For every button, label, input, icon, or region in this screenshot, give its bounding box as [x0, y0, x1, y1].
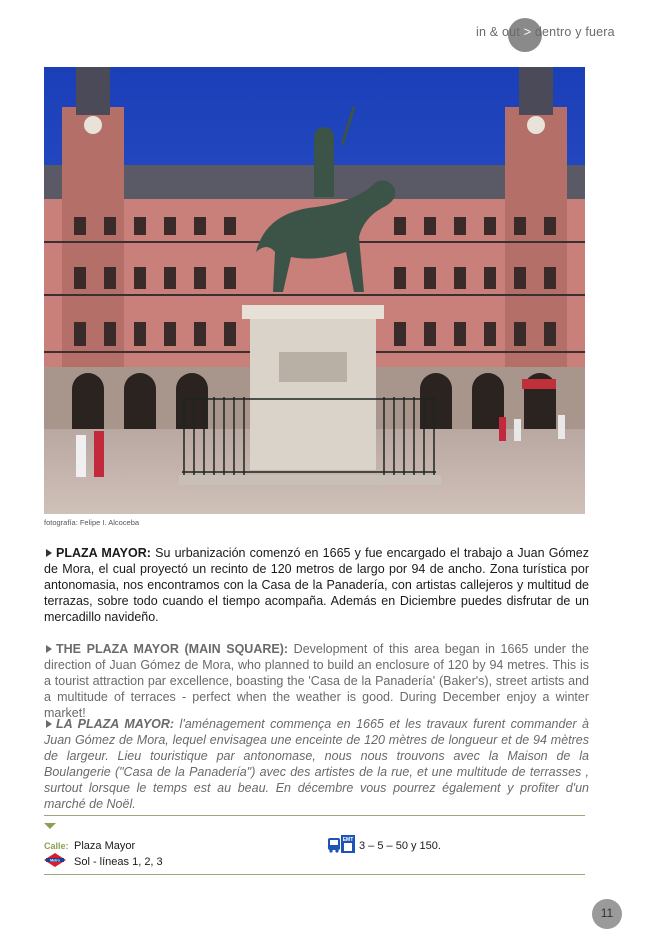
triangle-bullet-icon	[46, 549, 52, 557]
plaza-mayor-photo	[44, 67, 585, 514]
section-header	[476, 25, 615, 39]
info-divider-top	[44, 815, 585, 816]
street-label: Calle:	[44, 841, 69, 851]
street-value: Plaza Mayor	[74, 840, 136, 852]
paragraph-spanish-lead: PLAZA MAYOR:	[56, 546, 151, 560]
paragraph-english-body: Development of this area began in 1665 under the direction of Juan Gómez de Mora, who planned to build an enclosure of 120 by 94 metres. This is a tourist attraction par excellence, boasting the 'Casa de la Panadería' (Baker's), street artists and a multitude of terraces - perfect when the weather is good. During December enjoy a winter market!	[44, 642, 589, 720]
section-separator: >	[523, 25, 532, 39]
paragraph-english-lead: THE PLAZA MAYOR (MAIN SQUARE):	[56, 642, 289, 656]
triangle-bullet-icon	[46, 645, 52, 653]
triangle-down-icon	[44, 823, 56, 829]
paragraph-spanish-body: Su urbanización comenzó en 1665 y fue encargado el trabajo a Juan Gómez de Mora, el cual proyectó un recinto de 120 metros de largo por 94 de ancho. Zona turística por antonomasia, nos encontramos con la Casa de la Panadería, con artistas callejeros y multitud de terrazas, sobre todo cuando el tiempo acompaña. Además en Diciembre puedes disfrutar de un mercadillo navideño.	[44, 546, 589, 624]
section-en: in & out	[476, 25, 520, 39]
paragraph-english	[44, 641, 589, 721]
triangle-bullet-icon	[46, 720, 52, 728]
photo-credit: fotografía: Felipe I. Alcoceba	[44, 518, 140, 527]
emt-logo-icon	[341, 835, 355, 853]
emt-logo-text: EMT	[342, 837, 354, 843]
paragraph-spanish	[44, 545, 589, 625]
page-number: 11	[600, 906, 614, 920]
paragraph-french-lead: LA PLAZA MAYOR:	[56, 717, 175, 731]
paragraph-french	[44, 716, 589, 812]
metro-logo-icon	[44, 853, 66, 867]
info-divider-bottom	[44, 874, 585, 875]
bus-icon	[327, 837, 341, 853]
paragraph-french-body: l'aménagement commença en 1665 et les travaux furent commander à Juan Gómez de Mora, lequel envisagea une enceinte de 120 mètres de longueur et de 94 mètres de largeur. Lieu touristique par antonomase, nous nous trouvons avec la Maison de la Boulangerie ("Casa de la Panadería") avec des artistes de la rue, et une multitude de terrasses , surtout lorsque le temps est au beau. En décembre vous pourrez également y profiter d'un marché de Noël.	[44, 717, 589, 811]
metro-value: Sol - líneas 1, 2, 3	[74, 856, 163, 868]
metro-logo-text: Metro	[50, 858, 60, 863]
bus-lines-value: 3 – 5 – 50 y 150.	[359, 840, 441, 852]
section-es: dentro y fuera	[534, 25, 615, 39]
